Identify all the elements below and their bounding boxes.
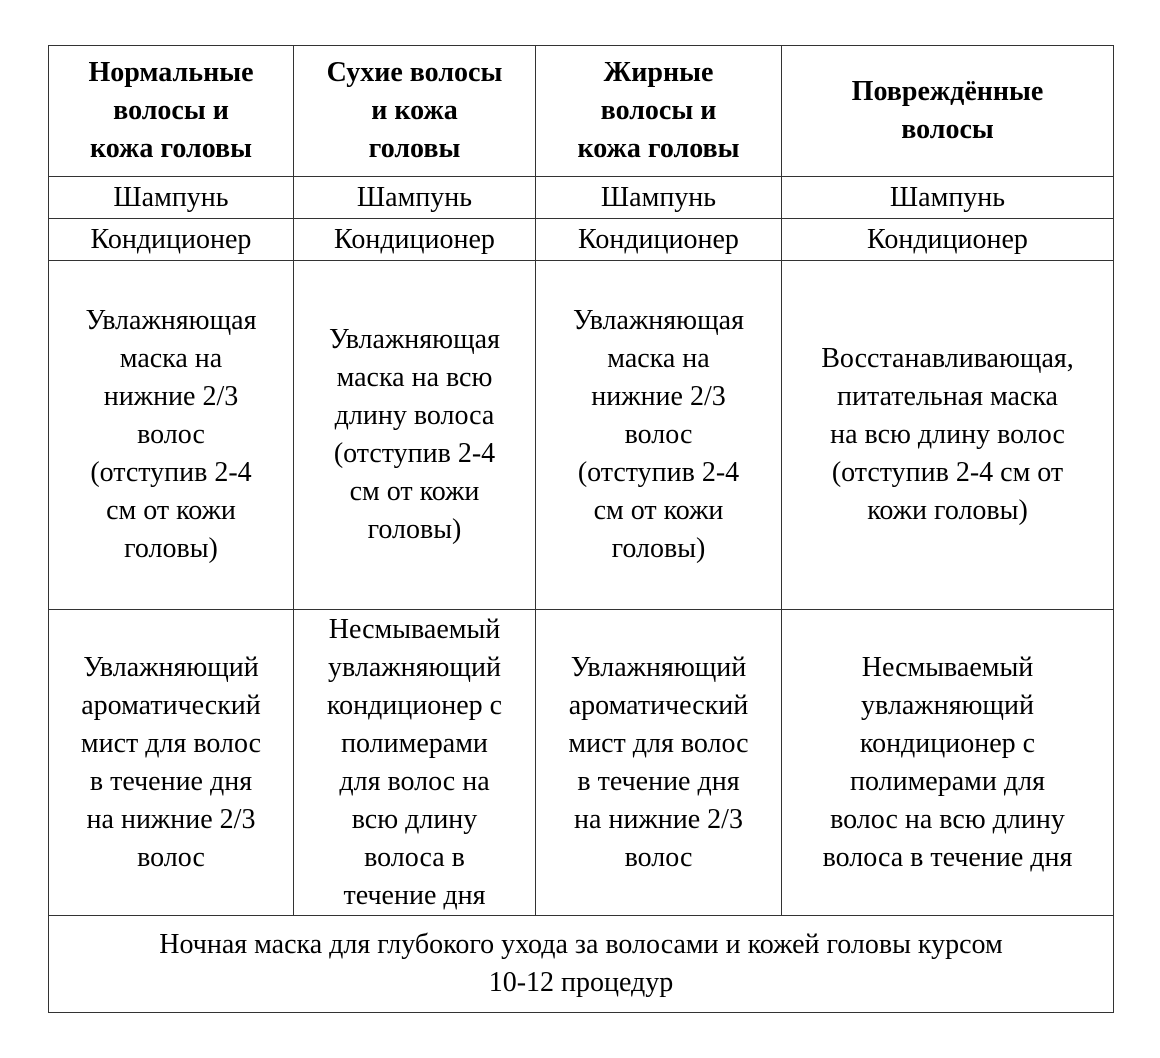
header-oily: Жирные волосы и кожа головы [536, 46, 782, 177]
header-normal: Нормальные волосы и кожа головы [49, 46, 294, 177]
cell: Кондиционер [536, 219, 782, 261]
conditioner-row [49, 219, 1114, 261]
cell: Увлажняющий ароматический мист для волос в течение дня на нижние 2/3 волос [49, 610, 294, 916]
cell: Шампунь [536, 177, 782, 219]
cell: Увлажняющий ароматический мист для волос в течение дня на нижние 2/3 волос [536, 610, 782, 916]
cell: Несмываемый увлажняющий кондиционер с полимерами для волос на всю длину волоса в течение дня [294, 610, 536, 916]
footer-row [49, 916, 1114, 1013]
cell: Увлажняющая маска на нижние 2/3 волос (отступив 2-4 см от кожи головы) [536, 261, 782, 610]
header-dry: Сухие волосы и кожа головы [294, 46, 536, 177]
header-row [49, 46, 1114, 177]
cell: Увлажняющая маска на нижние 2/3 волос (отступив 2-4 см от кожи головы) [49, 261, 294, 610]
cell: Шампунь [49, 177, 294, 219]
daily-care-row [49, 610, 1114, 916]
cell: Увлажняющая маска на всю длину волоса (отступив 2-4 см от кожи головы) [294, 261, 536, 610]
cell: Кондиционер [782, 219, 1114, 261]
shampoo-row [49, 177, 1114, 219]
cell: Восстанавливающая, питательная маска на всю длину волос (отступив 2-4 см от кожи головы) [782, 261, 1114, 610]
cell: Несмываемый увлажняющий кондиционер с полимерами для волос на всю длину волоса в течение дня [782, 610, 1114, 916]
header-damaged: Повреждённые волосы [782, 46, 1114, 177]
cell: Шампунь [294, 177, 536, 219]
hair-care-table [48, 45, 1114, 1013]
cell: Кондиционер [294, 219, 536, 261]
night-mask-cell: Ночная маска для глубокого ухода за волосами и кожей головы курсом 10-12 процедур [49, 916, 1114, 1013]
mask-row [49, 261, 1114, 610]
cell: Шампунь [782, 177, 1114, 219]
cell: Кондиционер [49, 219, 294, 261]
